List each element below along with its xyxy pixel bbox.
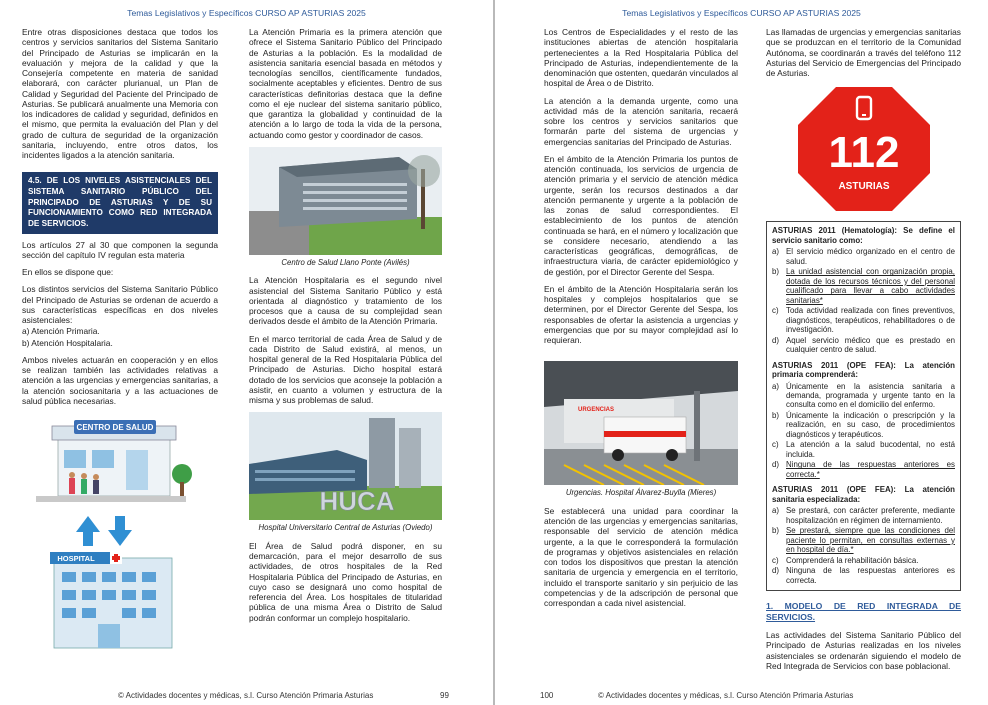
option-item: a) El servicio médico organizado en el centro de salud. bbox=[772, 247, 955, 266]
section-heading: 4.5. DE LOS NIVELES ASISTENCIALES DEL SISTEMA SANITARIO PÚBLICO DEL PRINCIPADO DE ASTURIAS Y DE SU FUNCIONAMIENTO COMO RED INTEGRADA DE SERVICIOS. bbox=[22, 172, 218, 233]
option-item: a) Se prestará, con carácter preferente, mediante hospitalización en régimen de internamiento. bbox=[772, 506, 955, 525]
photo-caption: Centro de Salud Llano Ponte (Avilés) bbox=[281, 257, 410, 267]
paragraph: Entre otras disposiciones destaca que todos los centros y servicios sanitarios del Sistema Sanitario del Principado de Asturias se implicarán en la evaluación y mejora de la calidad y que la Consejería competente en materia de sanidad elaborará, con carácter plurianual, un Plan de Calidad y Seguridad del Paciente del Principado de Asturias. Se publicará anualmente una Memoria con los indicadores de calidad y seguridad, definidos en el mismo, que permita la evaluación del Plan y del grado de cultura de seguridad de la organización sanitaria, incluyendo, entre otros datos, los incidentes ligados a la atención sanitaria. bbox=[22, 27, 218, 160]
paragraph: En el ámbito de la Atención Primaria los puntos de atención continuada, los servicios de urgencia de atención primaria y el servicio de atención médica urgente, serán los recursos destinados a dar atención permanente y urgente a la población de las zonas de salud correspondientes. El establecimiento de los puntos de atención continuada se hará, en el número y localización que se considere necesario, atendiendo a las características geográficas, demográficas, de infraestructura viaria, de carácter epidemiológico y de gestión, por el Director Gerente del Sespa. bbox=[544, 153, 738, 277]
option-item: d) Aquel servicio médico que es prestado en cualquier centro de salud. bbox=[772, 335, 955, 355]
subsection-heading: 1. MODELO DE RED INTEGRADA DE SERVICIOS. bbox=[766, 601, 961, 622]
option-item: b) La unidad asistencial con organización propia, dotada de los recursos técnicos y del personal cualificado para llevar a cabo actividades sanitarias* bbox=[772, 267, 955, 305]
paragraph: En el marco territorial de cada Área de Salud y de cada Distrito de Salud existirá, al menos, un hospital general de la Red Hospitalaria Pública del Principado de Asturias. Dicho hospital estará dotado de los servicios que aconseje la población a asistir, en cuanto a volumen y estructura de la misma y sus problemas de salud. bbox=[249, 333, 442, 405]
option-item: b) Se prestará, siempre que las condiciones del paciente lo permitan, en consultas externas y en hospital de día.* bbox=[772, 526, 955, 555]
huca-letters: HUCA bbox=[319, 486, 395, 517]
paragraph: Las actividades del Sistema Sanitario Público del Principado de Asturias realizadas en los niveles asistenciales se ordenarán siguiendo el modelo de Red Integrada de Servicios con base poblacional. bbox=[766, 630, 961, 671]
health-levels-illustration bbox=[36, 420, 204, 652]
paragraph: Se establecerá una unidad para coordinar la atención de las urgencias y emergencias sanitarias, responsable del servicio de atención médica urgente, a la que le corresponderá la formulación de programas y objetivos asistenciales en relación con todos los dispositivos que prestan la atención sanitaria de urgencia y emergencia en el territorio, incluido el transporte sanitario y sin perjuicio de las competencias y de la adscripción de personal que correspondan a cada nivel asistencial. bbox=[544, 505, 738, 608]
question-options bbox=[772, 382, 955, 480]
paragraph: El Área de Salud podrá disponer, en su demarcación, para el mejor desarrollo de sus actividades, de otros hospitales de la Red Hospitalaria Pública del Principado de Asturias, en cuyo caso se designará uno como hospital de referencia del Área. Los hospitales de titularidad pública de una misma Área o Distrito de Salud podrán conformar un complejo hospitalario. bbox=[249, 540, 442, 623]
right-column-1 bbox=[544, 27, 738, 615]
option-item: a) Únicamente en la asistencia sanitaria a demanda, programada y urgente tanto en la consulta como en el domicilio del enfermo. bbox=[772, 381, 955, 410]
question-options bbox=[772, 247, 955, 354]
page-header: Temas Legislativos y Específicos CURSO AP ASTURIAS 2025 bbox=[622, 8, 861, 18]
option-item: c) Toda actividad realizada con fines preventivos, diagnósticos, terapéuticos, rehabilitadores o de investigación. bbox=[772, 306, 955, 335]
question-title: ASTURIAS 2011 (OPE FEA): La atención primaria comprenderá: bbox=[772, 360, 955, 380]
page-right bbox=[495, 0, 988, 705]
paragraph: Los Centros de Especialidades y el resto de las instituciones abiertas de atención hospitalaria pertenecientes a la Red Hospitalaria Pública del Principado de Asturias, independientemente de la denominación que ostenten, quedarán vinculados al hospital de Área o de Distrito. bbox=[544, 27, 738, 89]
page-number: 100 bbox=[540, 691, 554, 700]
right-column-2 bbox=[766, 27, 961, 678]
hospital-sign-text: HOSPITAL bbox=[57, 554, 95, 564]
logo-112-number: 112 bbox=[828, 128, 899, 178]
left-column-1 bbox=[22, 27, 218, 652]
logo-asturias-text: ASTURIAS bbox=[837, 181, 890, 193]
logo-112-asturias bbox=[796, 85, 932, 213]
question-title: ASTURIAS 2011 (OPE FEA): La atención sanitaria especializada: bbox=[772, 485, 955, 504]
page-footer: © Actividades docentes y médicas, s.l. Curso Atención Primaria Asturias bbox=[598, 691, 854, 700]
paragraph: La atención a la demanda urgente, como una actividad más de la atención sanitaria, recaerá sobre los centros y servicios sanitarios que formarán parte del sistema de urgencias y emergencias sanitarias del Principado de Asturias. bbox=[544, 95, 738, 147]
paragraph: La Atención Primaria es la primera atención que ofrece el Sistema Sanitario Público del Principado de Asturias a la población. Es la modalidad de asistencia sanitaria esencial basada en métodos y tecnologías sencillos, científicamente fundados, socialmente aceptables y eficientes. Dentro de sus características definitorias destaca que la define como el eje nuclear del sistema sanitario público, que garantiza la globalidad y continuidad de la atención a lo largo de toda la vida de la persona, actuando como gestor y coordinador de casos. bbox=[249, 27, 442, 140]
list-item: b) Atención Hospitalaria. bbox=[22, 337, 113, 348]
paragraph: En el ámbito de la Atención Hospitalaria serán los hospitales y complejos hospitalarios que se determinen, por el Director Gerente del Sespa, los responsables de ofertar la asistencia a urgencias y emergencias que por su mayor complejidad así lo requieran. bbox=[544, 283, 738, 345]
question-title: ASTURIAS 2011 (Hematología): Se define el servicio sanitario como: bbox=[772, 226, 955, 245]
page-left bbox=[0, 0, 493, 705]
page-header: Temas Legislativos y Específicos CURSO AP ASTURIAS 2025 bbox=[127, 8, 366, 18]
paragraph: Ambos niveles actuarán en cooperación y en ellos se realizan también las actividades relativas a atención a las urgencias y emergencias sanitarias, a la atención sociosanitaria y a las actuaciones de salud pública necesarias. bbox=[22, 354, 218, 406]
photo-urgencias-alvarez-buylla bbox=[544, 361, 738, 485]
photo-caption: Hospital Universitario Central de Asturias (Oviedo) bbox=[258, 523, 433, 533]
paragraph: Las llamadas de urgencias y emergencias sanitarias que se produzcan en el territorio de la Comunidad Autónoma, se coordinarán a través del teléfono 112 Asturias del Servicio de Emergencias del Principado de Asturias. bbox=[766, 27, 961, 78]
option-item: b) Únicamente la indicación o prescripción y la realización, en su caso, de procedimientos diagnósticos y terapéuticos. bbox=[772, 410, 955, 439]
centro-sign-text: CENTRO DE SALUD bbox=[76, 423, 154, 433]
photo-huca bbox=[249, 412, 442, 520]
left-column-2 bbox=[249, 27, 442, 630]
photo-caption: Urgencias. Hospital Álvarez-Buylla (Mieres) bbox=[565, 488, 717, 498]
option-item: d) Ninguna de las respuestas anteriores es correcta.* bbox=[772, 460, 955, 479]
paragraph: Los artículos 27 al 30 que componen la segunda sección del capítulo IV regulan esta materia bbox=[22, 239, 218, 260]
page-footer: © Actividades docentes y médicas, s.l. Curso Atención Primaria Asturias bbox=[118, 691, 374, 700]
question-options bbox=[772, 506, 955, 585]
paragraph: Los distintos servicios del Sistema Sanitario Público del Principado de Asturias se ordenan de acuerdo a sus características específicas en dos niveles asistenciales: bbox=[22, 284, 218, 326]
paragraph: La Atención Hospitalaria es el segundo nivel asistencial del Sistema Sanitario Público y está orientada al diagnóstico y tratamiento de los procesos que a causa de su complejidad sean derivados desde el ámbito de la Atención Primaria. bbox=[249, 275, 442, 327]
exam-questions-box bbox=[766, 221, 961, 591]
paragraph: En ellos se dispone que: bbox=[22, 267, 114, 278]
list-item: a) Atención Primaria. bbox=[22, 326, 100, 337]
option-item: c) La atención a la salud bucodental, no está incluida. bbox=[772, 440, 955, 459]
photo-centro-salud-llano-ponte bbox=[249, 147, 442, 255]
page-number: 99 bbox=[440, 691, 449, 700]
urgencias-sign-text: URGENCIAS bbox=[578, 407, 615, 414]
option-item: c) Comprenderá la rehabilitación básica. bbox=[772, 555, 919, 565]
option-item: d) Ninguna de las respuestas anteriores es correcta. bbox=[772, 566, 955, 585]
